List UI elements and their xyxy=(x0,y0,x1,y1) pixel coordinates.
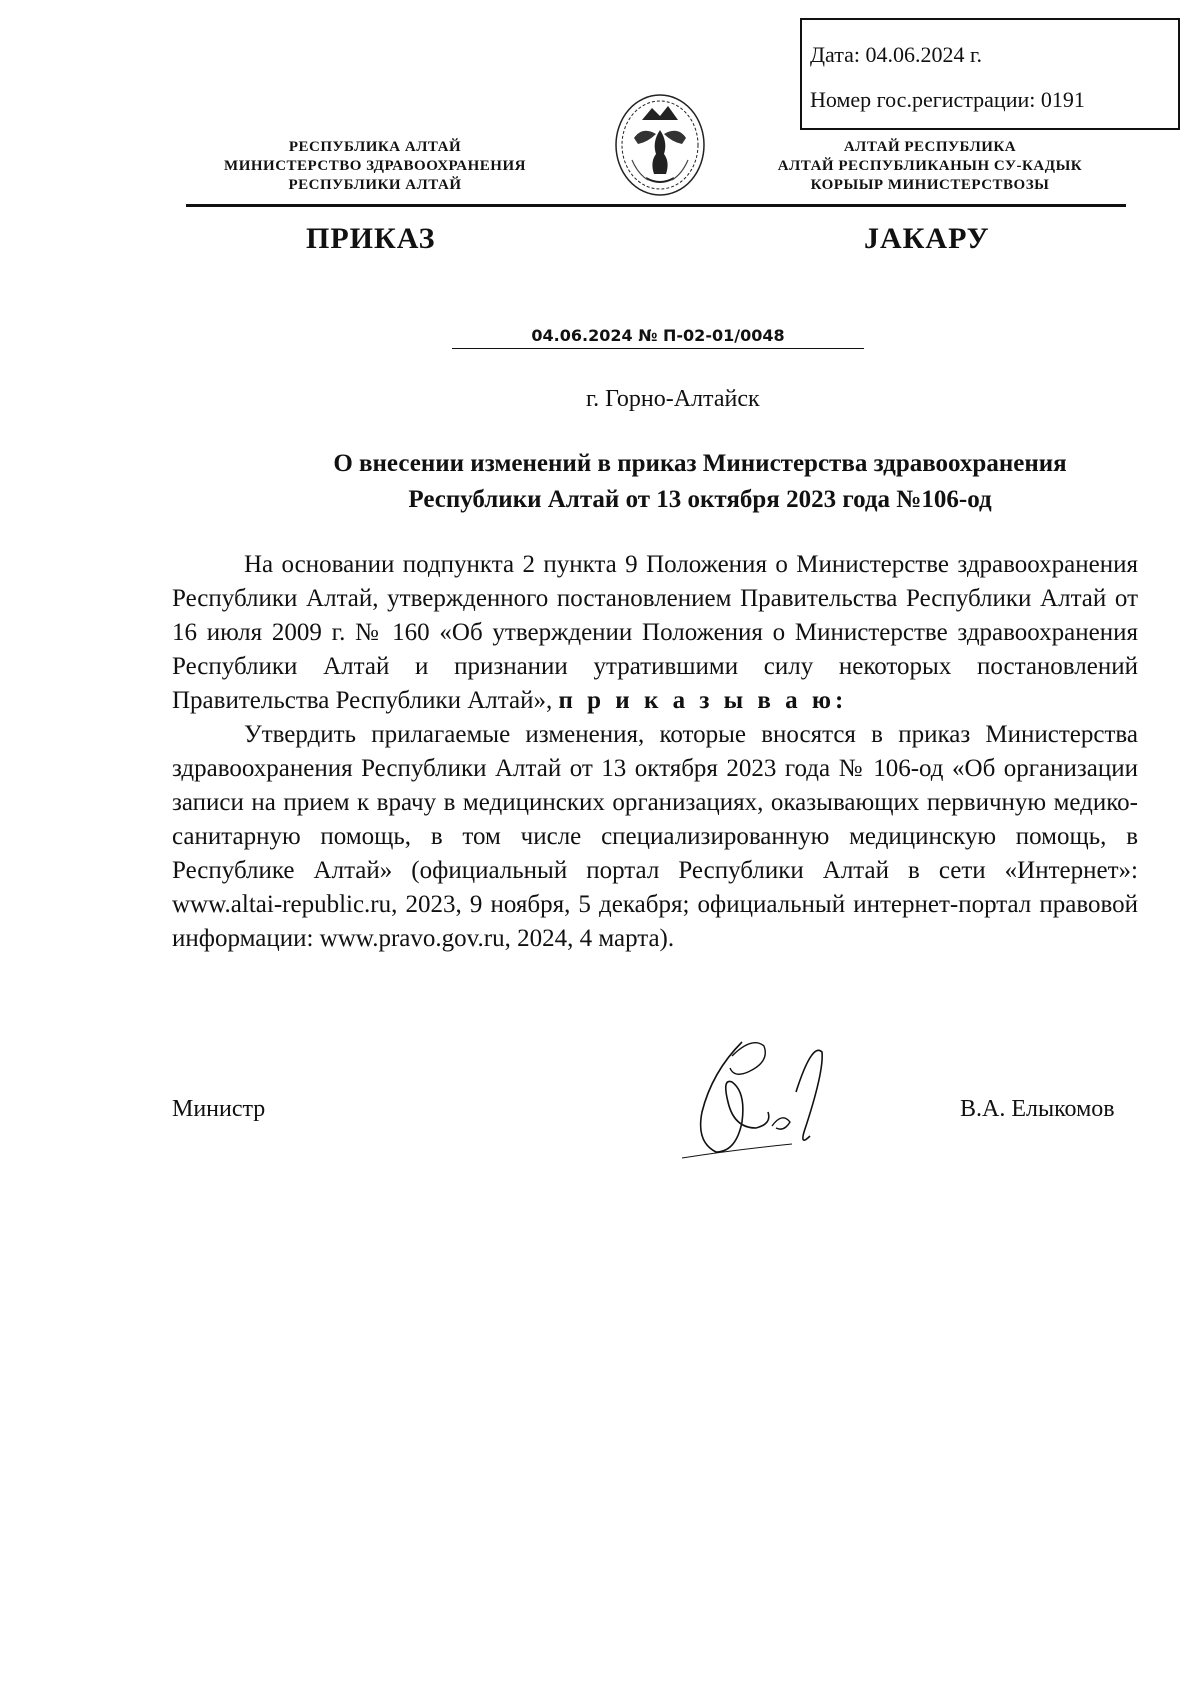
document-type-title-altai: JАКАРУ xyxy=(864,222,990,255)
order-directive: п р и к а з ы в а ю: xyxy=(558,687,848,714)
body-paragraph-1 xyxy=(172,548,1138,718)
header-left-ministry-name xyxy=(180,138,570,195)
header-right-line-1: АЛТАЙ РЕСПУБЛИКА xyxy=(843,139,1017,155)
header-right-line-2: АЛТАЙ РЕСПУБЛИКАНЫН СУ-КАДЫК xyxy=(777,158,1083,174)
signatory-position: Министр xyxy=(172,1096,266,1122)
signatory-name: В.А. Елыкомов xyxy=(960,1096,1115,1122)
order-number: 04.06.2024 № П-02-01/0048 xyxy=(531,326,785,345)
handwritten-signature-icon xyxy=(672,1032,862,1162)
header-left-line-1: РЕСПУБЛИКА АЛТАЙ xyxy=(288,139,462,155)
order-number-underline xyxy=(452,348,864,349)
body-paragraph-1-text: На основании подпункта 2 пункта 9 Положения о Министерстве здравоохранения Республики Алтай, утвержденного постановлением Правительства Республики Алтай от 16 июля 2009 г. № 160 «Об утверждении Положения о Министерстве здравоохранения Республики Алтай и признании утратившими силу некоторых постановлений Правительства Республики Алтай», xyxy=(172,551,1138,714)
issue-city: г. Горно-Алтайск xyxy=(586,386,760,412)
altai-republic-emblem-icon xyxy=(612,90,708,200)
registration-number: Номер гос.регистрации: 0191 xyxy=(810,87,1085,112)
header-left-line-3: РЕСПУБЛИКИ АЛТАЙ xyxy=(288,177,462,193)
header-right-ministry-name xyxy=(750,138,1110,195)
order-subject-line-1: О внесении изменений в приказ Министерства здравоохранения xyxy=(333,450,1067,477)
registration-date: Дата: 04.06.2024 г. xyxy=(810,42,983,67)
header-divider xyxy=(186,204,1126,207)
order-subject xyxy=(260,446,1140,518)
header-right-line-3: КОРЫЫР МИНИСТЕРСТВОЗЫ xyxy=(810,177,1050,193)
registration-stamp-box xyxy=(800,18,1180,130)
body-paragraph-2: Утвердить прилагаемые изменения, которые вносятся в приказ Министерства здравоохранения Республики Алтай от 13 октября 2023 года № 106-од «Об организации записи на прием к врачу в медицинских организациях, оказывающих первичную медико-санитарную помощь, в том числе специализированную медицинскую помощь, в Республике Алтай» (официальный портал Республики Алтай в сети «Интернет»: www.altai-republic.ru, 2023, 9 ноября, 5 декабря; официальный интернет-портал правовой информации: www.pravo.gov.ru, 2024, 4 марта). xyxy=(172,721,1138,952)
header-left-line-2: МИНИСТЕРСТВО ЗДРАВООХРАНЕНИЯ xyxy=(224,158,526,174)
order-body xyxy=(172,548,1138,956)
document-type-title-russian: ПРИКАЗ xyxy=(306,222,436,255)
order-subject-line-2: Республики Алтай от 13 октября 2023 года №106-од xyxy=(408,486,992,513)
